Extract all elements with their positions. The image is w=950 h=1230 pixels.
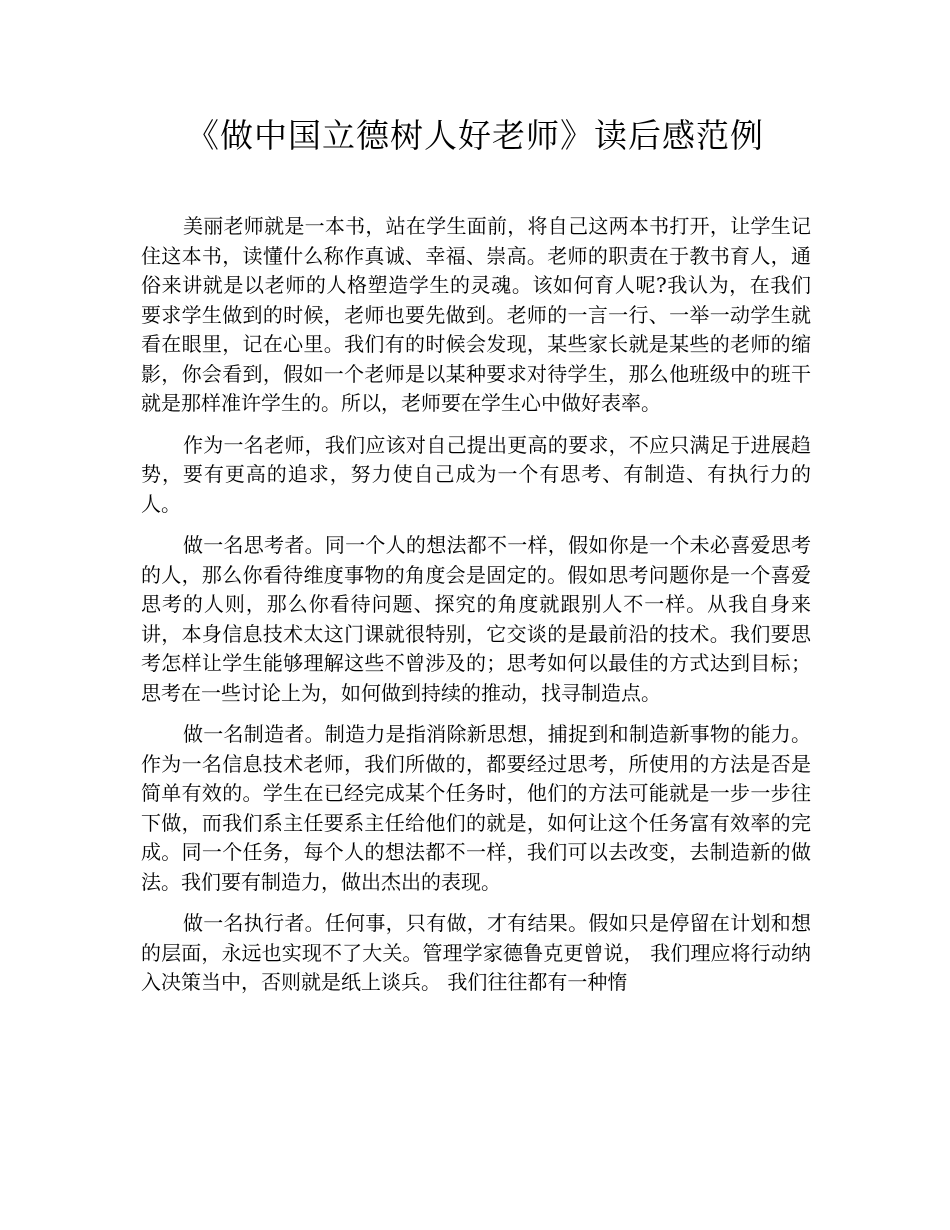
paragraph-3: 做一名思考者。同一个人的想法都不一样，假如你是一个未必喜爱思考的人，那么你看待维度事物的角度会是固定的。假如思考问题你是一个喜爱思考的人则，那么你看待问题、探究的角度就跟别人不一样。从我自身来讲，本身信息技术太这门课就很特别，它交谈的是最前沿的技术。我们要思考怎样让学生能够理解这些不曾涉及的；思考如何以最佳的方式达到目标；思考在一些讨论上为，如何做到持续的推动，找寻制造点。	[141, 533, 811, 705]
paragraph-4: 做一名制造者。制造力是指消除新思想，捕捉到和制造新事物的能力。作为一名信息技术老师，我们所做的，都要经过思考，所使用的方法是否是简单有效的。学生在已经完成某个任务时，他们的方法可能就是一步一步往下做，而我们系主任要系主任给他们的就是，如何让这个任务富有效率的完成。同一个任务，每个人的想法都不一样，我们可以去改变，去制造新的做法。我们要有制造力，做出杰出的表现。	[141, 722, 811, 894]
paragraph-1: 美丽老师就是一本书，站在学生面前，将自己这两本书打开，让学生记住这本书，读懂什么称作真诚、幸福、崇高。老师的职责在于教书育人，通俗来讲就是以老师的人格塑造学生的灵魂。该如何育人呢?我认为，在我们要求学生做到的时候，老师也要先做到。老师的一言一行、一举一动学生就看在眼里，记在心里。我们有的时候会发现，某些家长就是某些的老师的缩影，你会看到，假如一个老师是以某种要求对待学生，那么他班级中的班干就是那样准许学生的。所以，老师要在学生心中做好表率。	[141, 214, 811, 415]
document-body	[141, 212, 811, 1010]
paragraph-2: 作为一名老师，我们应该对自己提出更高的要求，不应只满足于进展趋势，要有更高的追求，努力使自己成为一个有思考、有制造、有执行力的人。	[141, 432, 811, 516]
document-title: 《做中国立德树人好老师》读后感范例	[186, 116, 764, 155]
paragraph-5: 做一名执行者。任何事，只有做，才有结果。假如只是停留在计划和想的层面，永远也实现不了大关。管理学家德鲁克更曾说， 我们理应将行动纳入决策当中，否则就是纸上谈兵。 我们往往都有一种惰	[141, 911, 811, 994]
